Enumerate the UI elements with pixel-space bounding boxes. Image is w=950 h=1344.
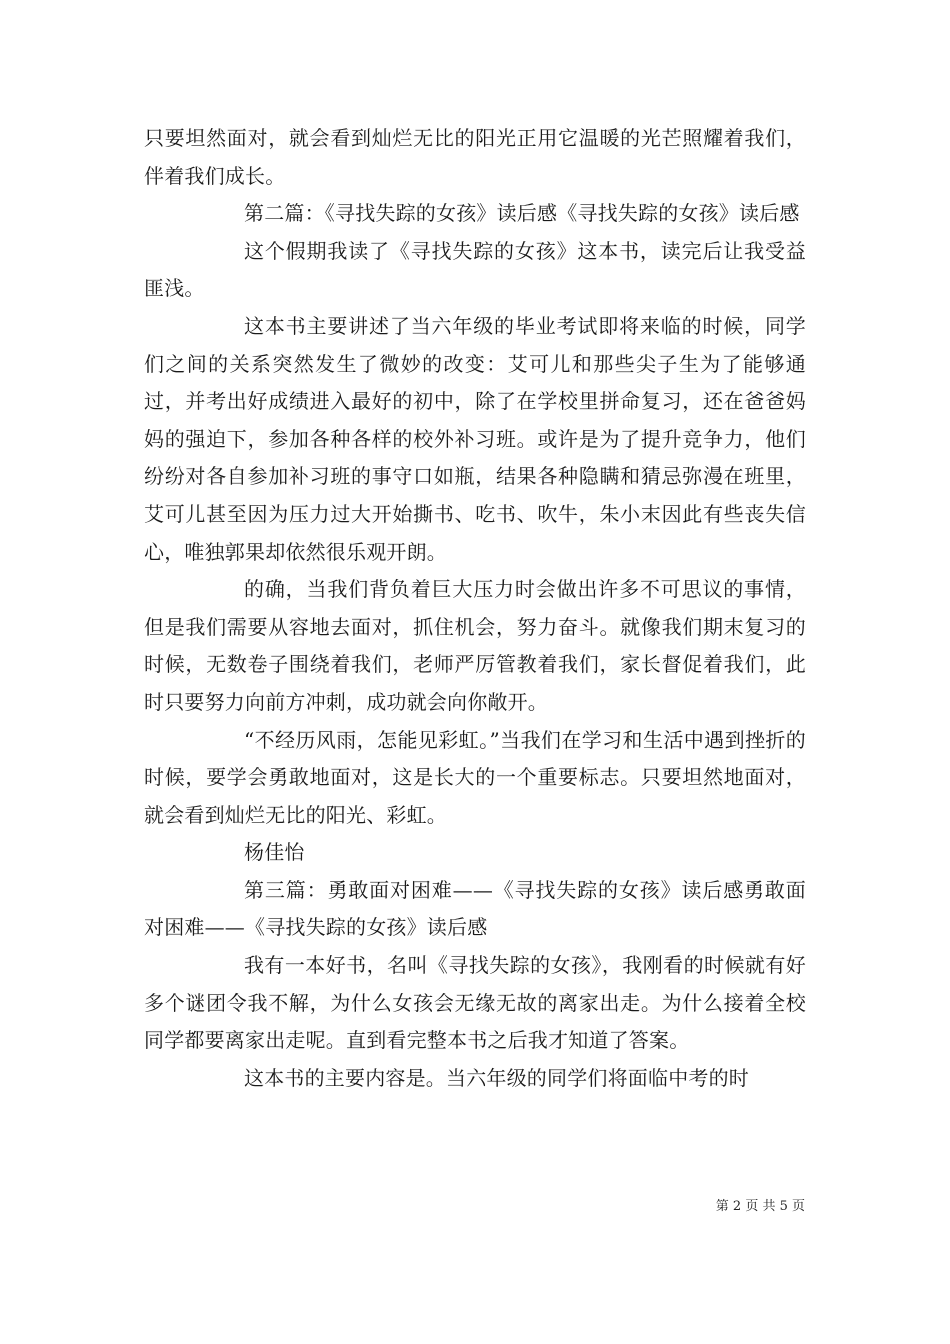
paragraph-10: 这本书的主要内容是。当六年级的同学们将面临中考的时 [244,1065,749,1090]
page-number-footer: 第 2 页 共 5 页 [715,1199,805,1214]
paragraph-5: 的确，当我们背负着巨大压力时会做出许多不可思议的事情，但是我们需要从容地去面对，抓住机会，努力奋斗。就像我们期末复习的时候，无数卷子围绕着我们，老师严厉管教着我们，家长督促着我们，此时只要努力向前方冲刺，成功就会向你敞开。 [144,577,806,714]
paragraph-1: 只要坦然面对，就会看到灿烂无比的阳光正用它温暖的光芒照耀着我们，伴着我们成长。 [144,126,806,188]
author-name: 杨佳怡 [244,840,305,865]
paragraph-4: 这本书主要讲述了当六年级的毕业考试即将来临的时候，同学们之间的关系突然发生了微妙的改变：艾可儿和那些尖子生为了能够通过，并考出好成绩进入最好的初中，除了在学校里拼命复习，还在爸爸妈妈的强迫下，参加各种各样的校外补习班。或许是为了提升竞争力，他们纷纷对各自参加补习班的事守口如瓶，结果各种隐瞒和猜忌弥漫在班里，艾可儿甚至因为压力过大开始撕书、吃书、吹牛，朱小末因此有些丧失信心，唯独郭果却依然很乐观开朗。 [144,313,806,564]
paragraph-3: 这个假期我读了《寻找失踪的女孩》这本书，读完后让我受益匪浅。 [144,238,806,301]
paragraph-9: 我有一本好书，名叫《寻找失踪的女孩》，我刚看的时候就有好多个谜团令我不解，为什么女孩会无缘无故的离家出走。为什么接着全校同学都要离家出走呢。直到看完整本书之后我才知道了答案。 [144,953,806,1053]
section-heading-3: 第三篇：勇敢面对困难——《寻找失踪的女孩》读后感勇敢面对困难——《寻找失踪的女孩》读后感 [144,877,806,940]
document-body [144,120,806,1097]
paragraph-6: “不经历风雨，怎能见彩虹。”当我们在学习和生活中遇到挫折的时候，要学会勇敢地面对，这是长大的一个重要标志。只要坦然地面对，就会看到灿烂无比的阳光、彩虹。 [144,727,806,827]
section-heading-2: 第二篇：《寻找失踪的女孩》读后感《寻找失踪的女孩》读后感 [244,201,800,226]
